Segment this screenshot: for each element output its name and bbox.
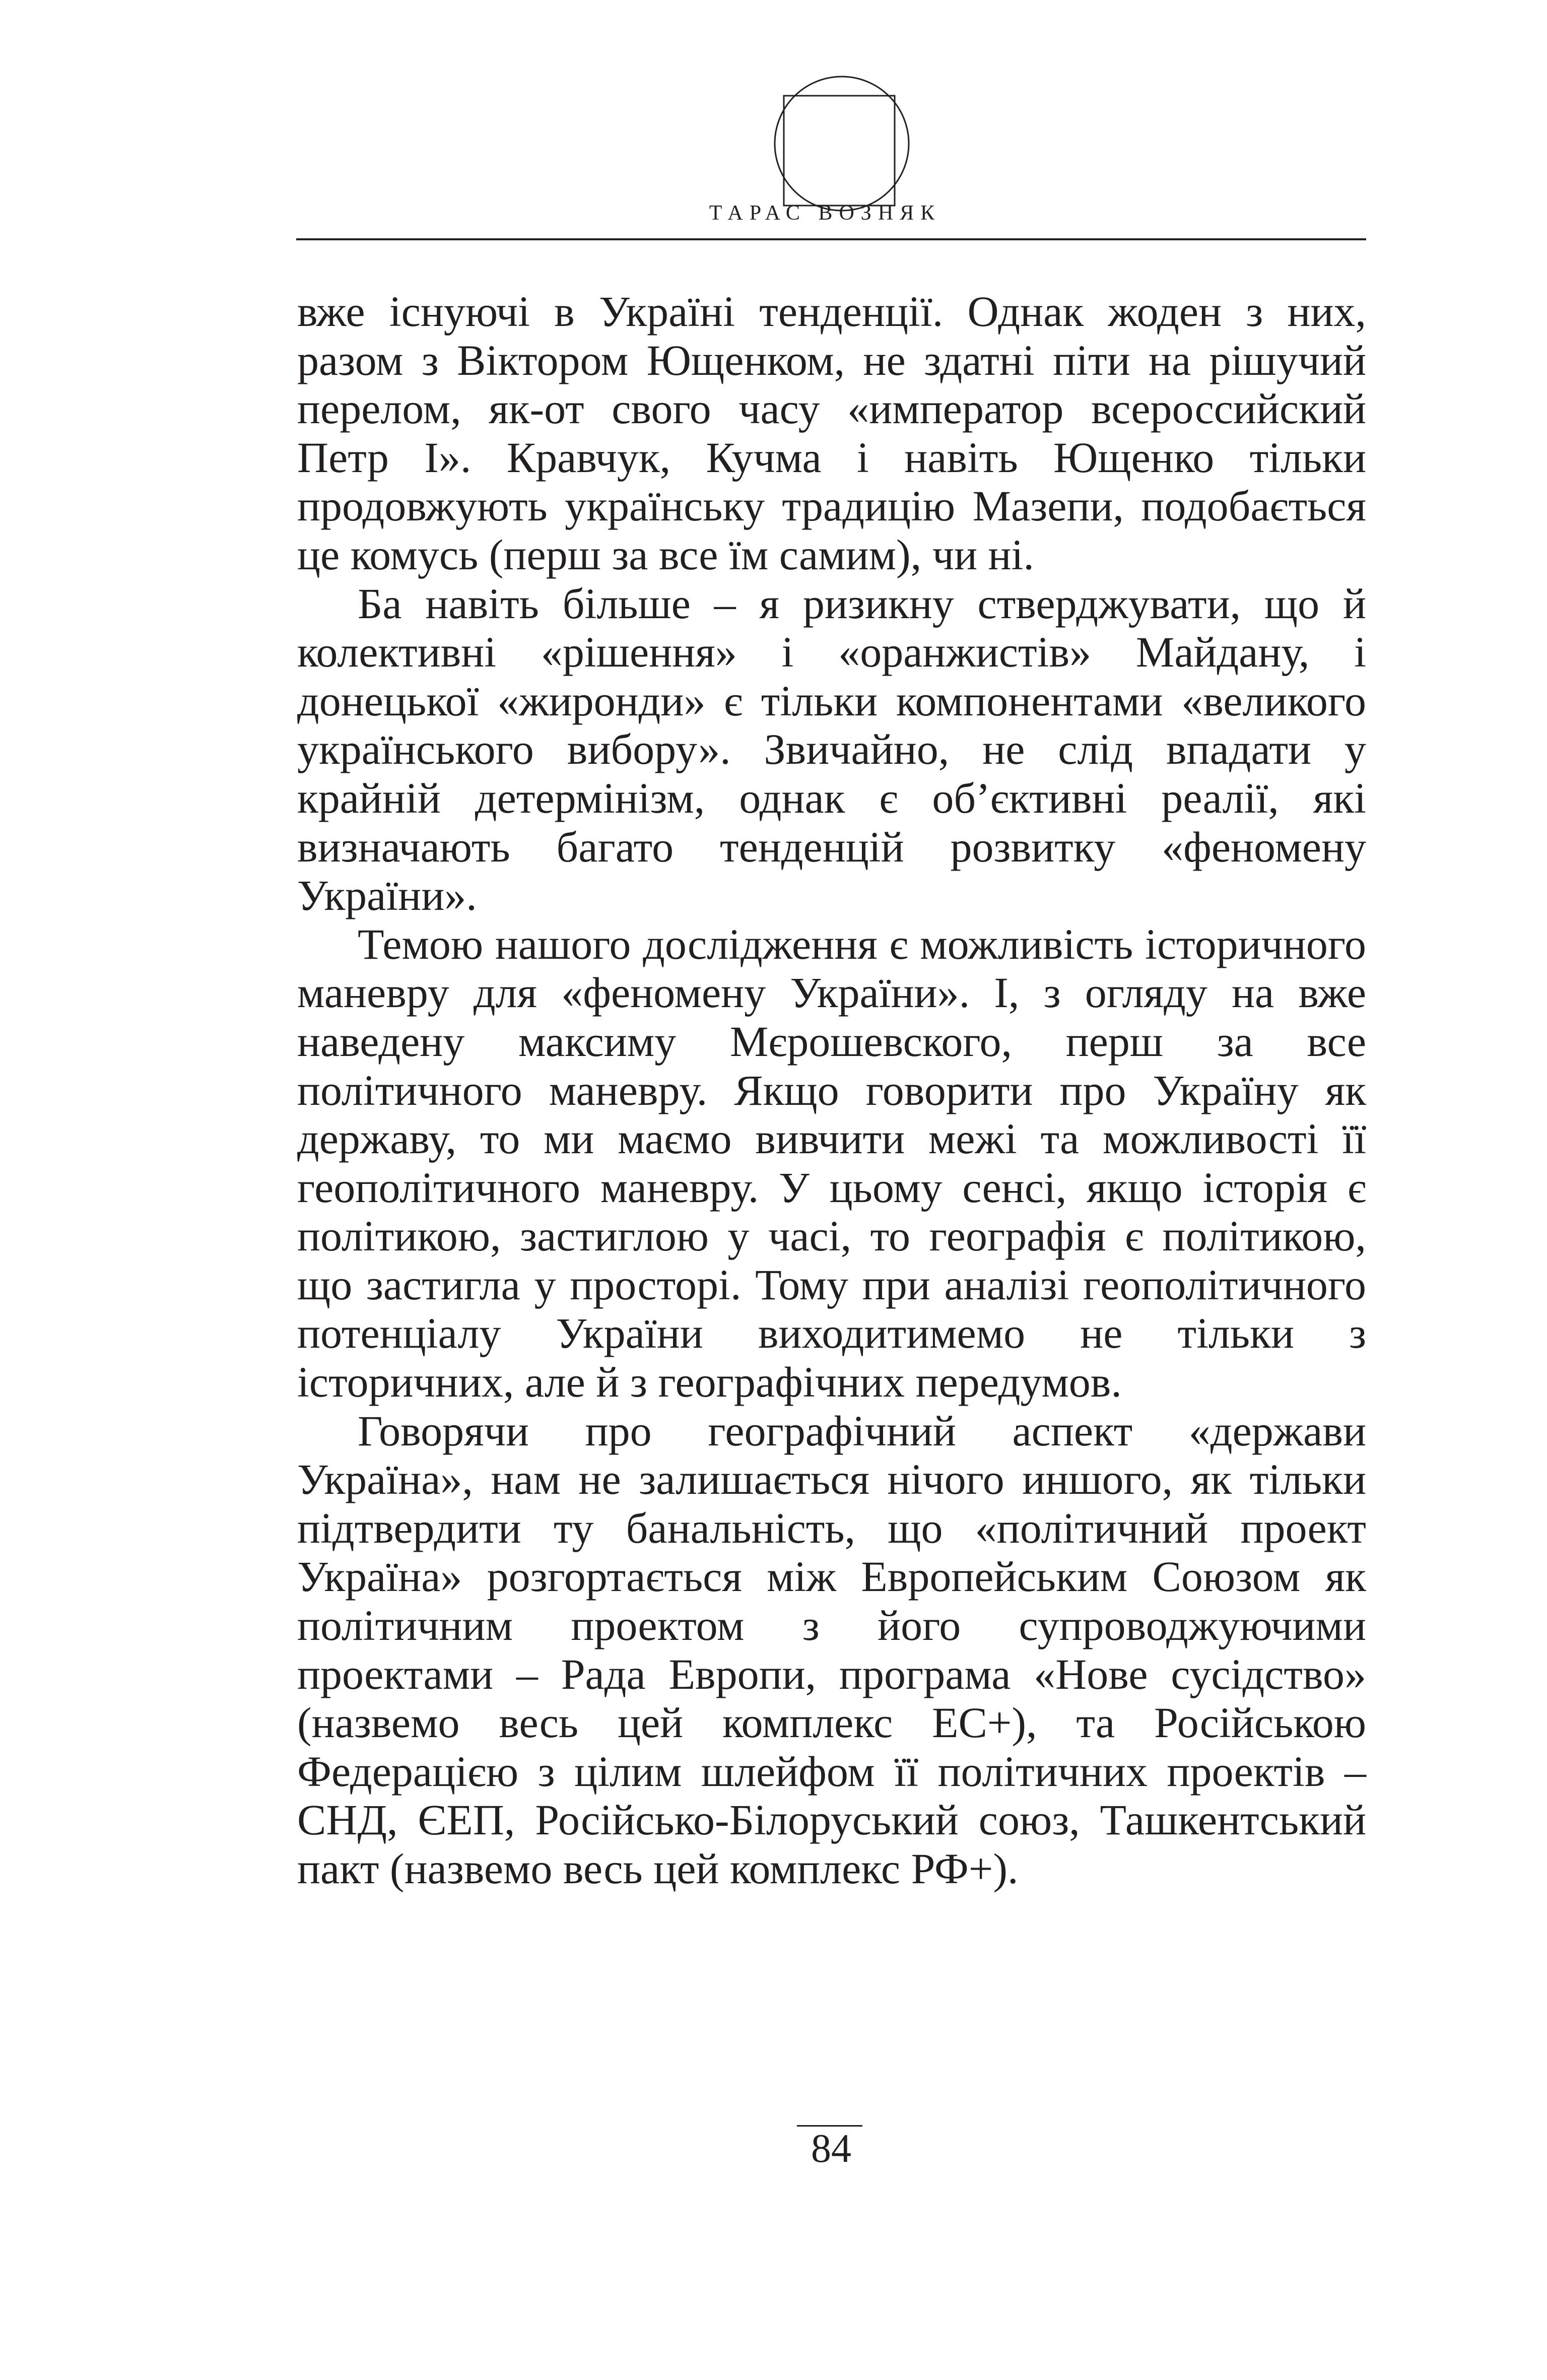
header-rule [296,238,1366,240]
body-text [297,287,1366,1893]
paragraph-2: Ба навіть більше – я ризикну стверджувати, що й колективні «рішення» і «оранжистів» Майдану, і донецької «жиронди» є тільки компонентами «великого українського вибору». Звичайно, не слід впадати у крайній детермінізм, однак є об’єктивні реалії, які визначають багато тенденцій розвитку «феномену України». [297,579,1366,920]
paragraph-3: Темою нашого дослідження є можливість історичного маневру для «феномену України». І, з огляду на вже наведену максиму Мєрошевского, перш за все політичного маневру. Якщо говорити про Україну як державу, то ми маємо вивчити межі та можливості її геополітичного маневру. У цьому сенсі, якщо історія є політикою, застиглою у часі, то географія є політикою, що застигла у просторі. Тому при аналізі геополітичного потенціалу України виходитимемо не тільки з історичних, але й з географічних передумов. [297,919,1366,1407]
running-head: ТАРАС ВОЗНЯК [709,202,941,225]
paragraph-4: Говорячи про географічний аспект «держави Україна», нам не залишається нічого иншого, як тільки підтвердити ту банальність, що «політичний проект Україна» розгортається між Европейським Союзом як політичним проектом з його супроводжуючими проектами – Рада Европи, програма «Нове сусідство» (назвемо весь цей комплекс ЕС+), та Російською Федерацією з цілим шлейфом її політичних проектів – СНД, ЄЕП, Російсько-Білоруський союз, Ташкентський пакт (назвемо весь цей комплекс РФ+). [297,1406,1366,1893]
paragraph-1: вже існуючі в Україні тенденції. Однак жоден з них, разом з Віктором Ющенком, не здатні піти на рішучий перелом, як-от свого часу «император всероссийский Петр I». Кравчук, Кучма і навіть Ющенко тільки продовжують українську традицію Мазепи, подобається це комусь (перш за все їм самим), чи ні. [297,287,1366,579]
circle-square-emblem-icon [769,71,915,217]
page-number: 84 [811,2127,851,2171]
